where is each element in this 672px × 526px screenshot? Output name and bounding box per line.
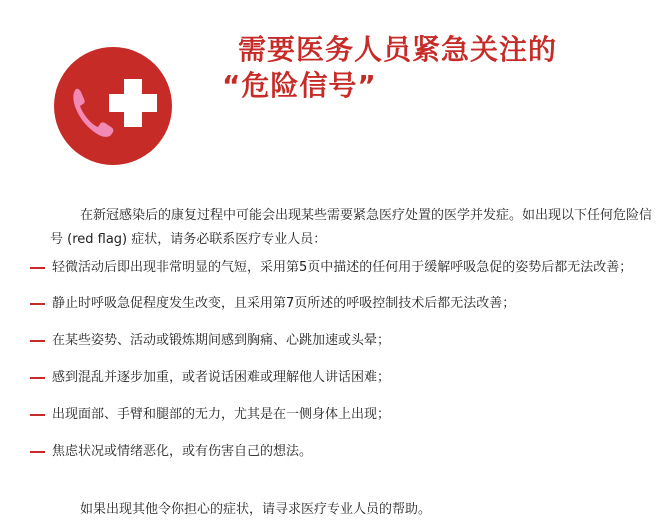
list-item <box>30 329 662 353</box>
list-item <box>30 403 662 427</box>
bullet-dash <box>30 303 45 305</box>
list-item <box>30 440 662 464</box>
title-line-1: 需要医务人员紧急关注的 <box>238 33 558 66</box>
phone-and-medical-cross-icon <box>54 47 172 165</box>
list-item-text: 感到混乱并逐步加重，或者说话困难或理解他人讲话困难； <box>52 370 391 385</box>
list-item <box>30 292 662 316</box>
list-item-text: 静止时呼吸急促程度发生改变，且采用第7页所述的呼吸控制技术后都无法改善； <box>52 296 516 311</box>
emergency-badge <box>54 47 172 165</box>
bullet-dash <box>30 414 45 416</box>
list-item-text: 在某些姿势、活动或锻炼期间感到胸痛、心跳加速或头晕； <box>52 333 391 348</box>
bullet-dash <box>30 377 45 379</box>
list-item <box>30 366 662 390</box>
phone-icon <box>73 89 113 137</box>
list-item <box>30 256 662 280</box>
bullet-dash <box>30 340 45 342</box>
bullet-dash <box>30 451 45 453</box>
red-flag-list <box>30 256 662 477</box>
closing-paragraph: 如果出现其他令你担心的症状，请寻求医疗专业人员的帮助。 <box>80 502 432 517</box>
list-item-text: 焦虑状况或情绪恶化，或有伤害自己的想法。 <box>52 444 313 459</box>
page-title <box>222 32 652 104</box>
list-item-text: 出现面部、手臂和腿部的无力，尤其是在一侧身体上出现； <box>52 407 391 422</box>
medical-cross-icon <box>109 79 157 127</box>
intro-paragraph: 在新冠感染后的康复过程中可能会出现某些需要紧急医疗处置的医学并发症。如出现以下任何危险信号 (red flag) 症状，请务必联系医疗专业人员： <box>50 208 653 247</box>
bullet-dash <box>30 267 45 269</box>
list-item-text: 轻微活动后即出现非常明显的气短，采用第5页中描述的任何用于缓解呼吸急促的姿势后都无法改善； <box>52 260 633 275</box>
title-line-2: “危险信号” <box>222 69 377 102</box>
